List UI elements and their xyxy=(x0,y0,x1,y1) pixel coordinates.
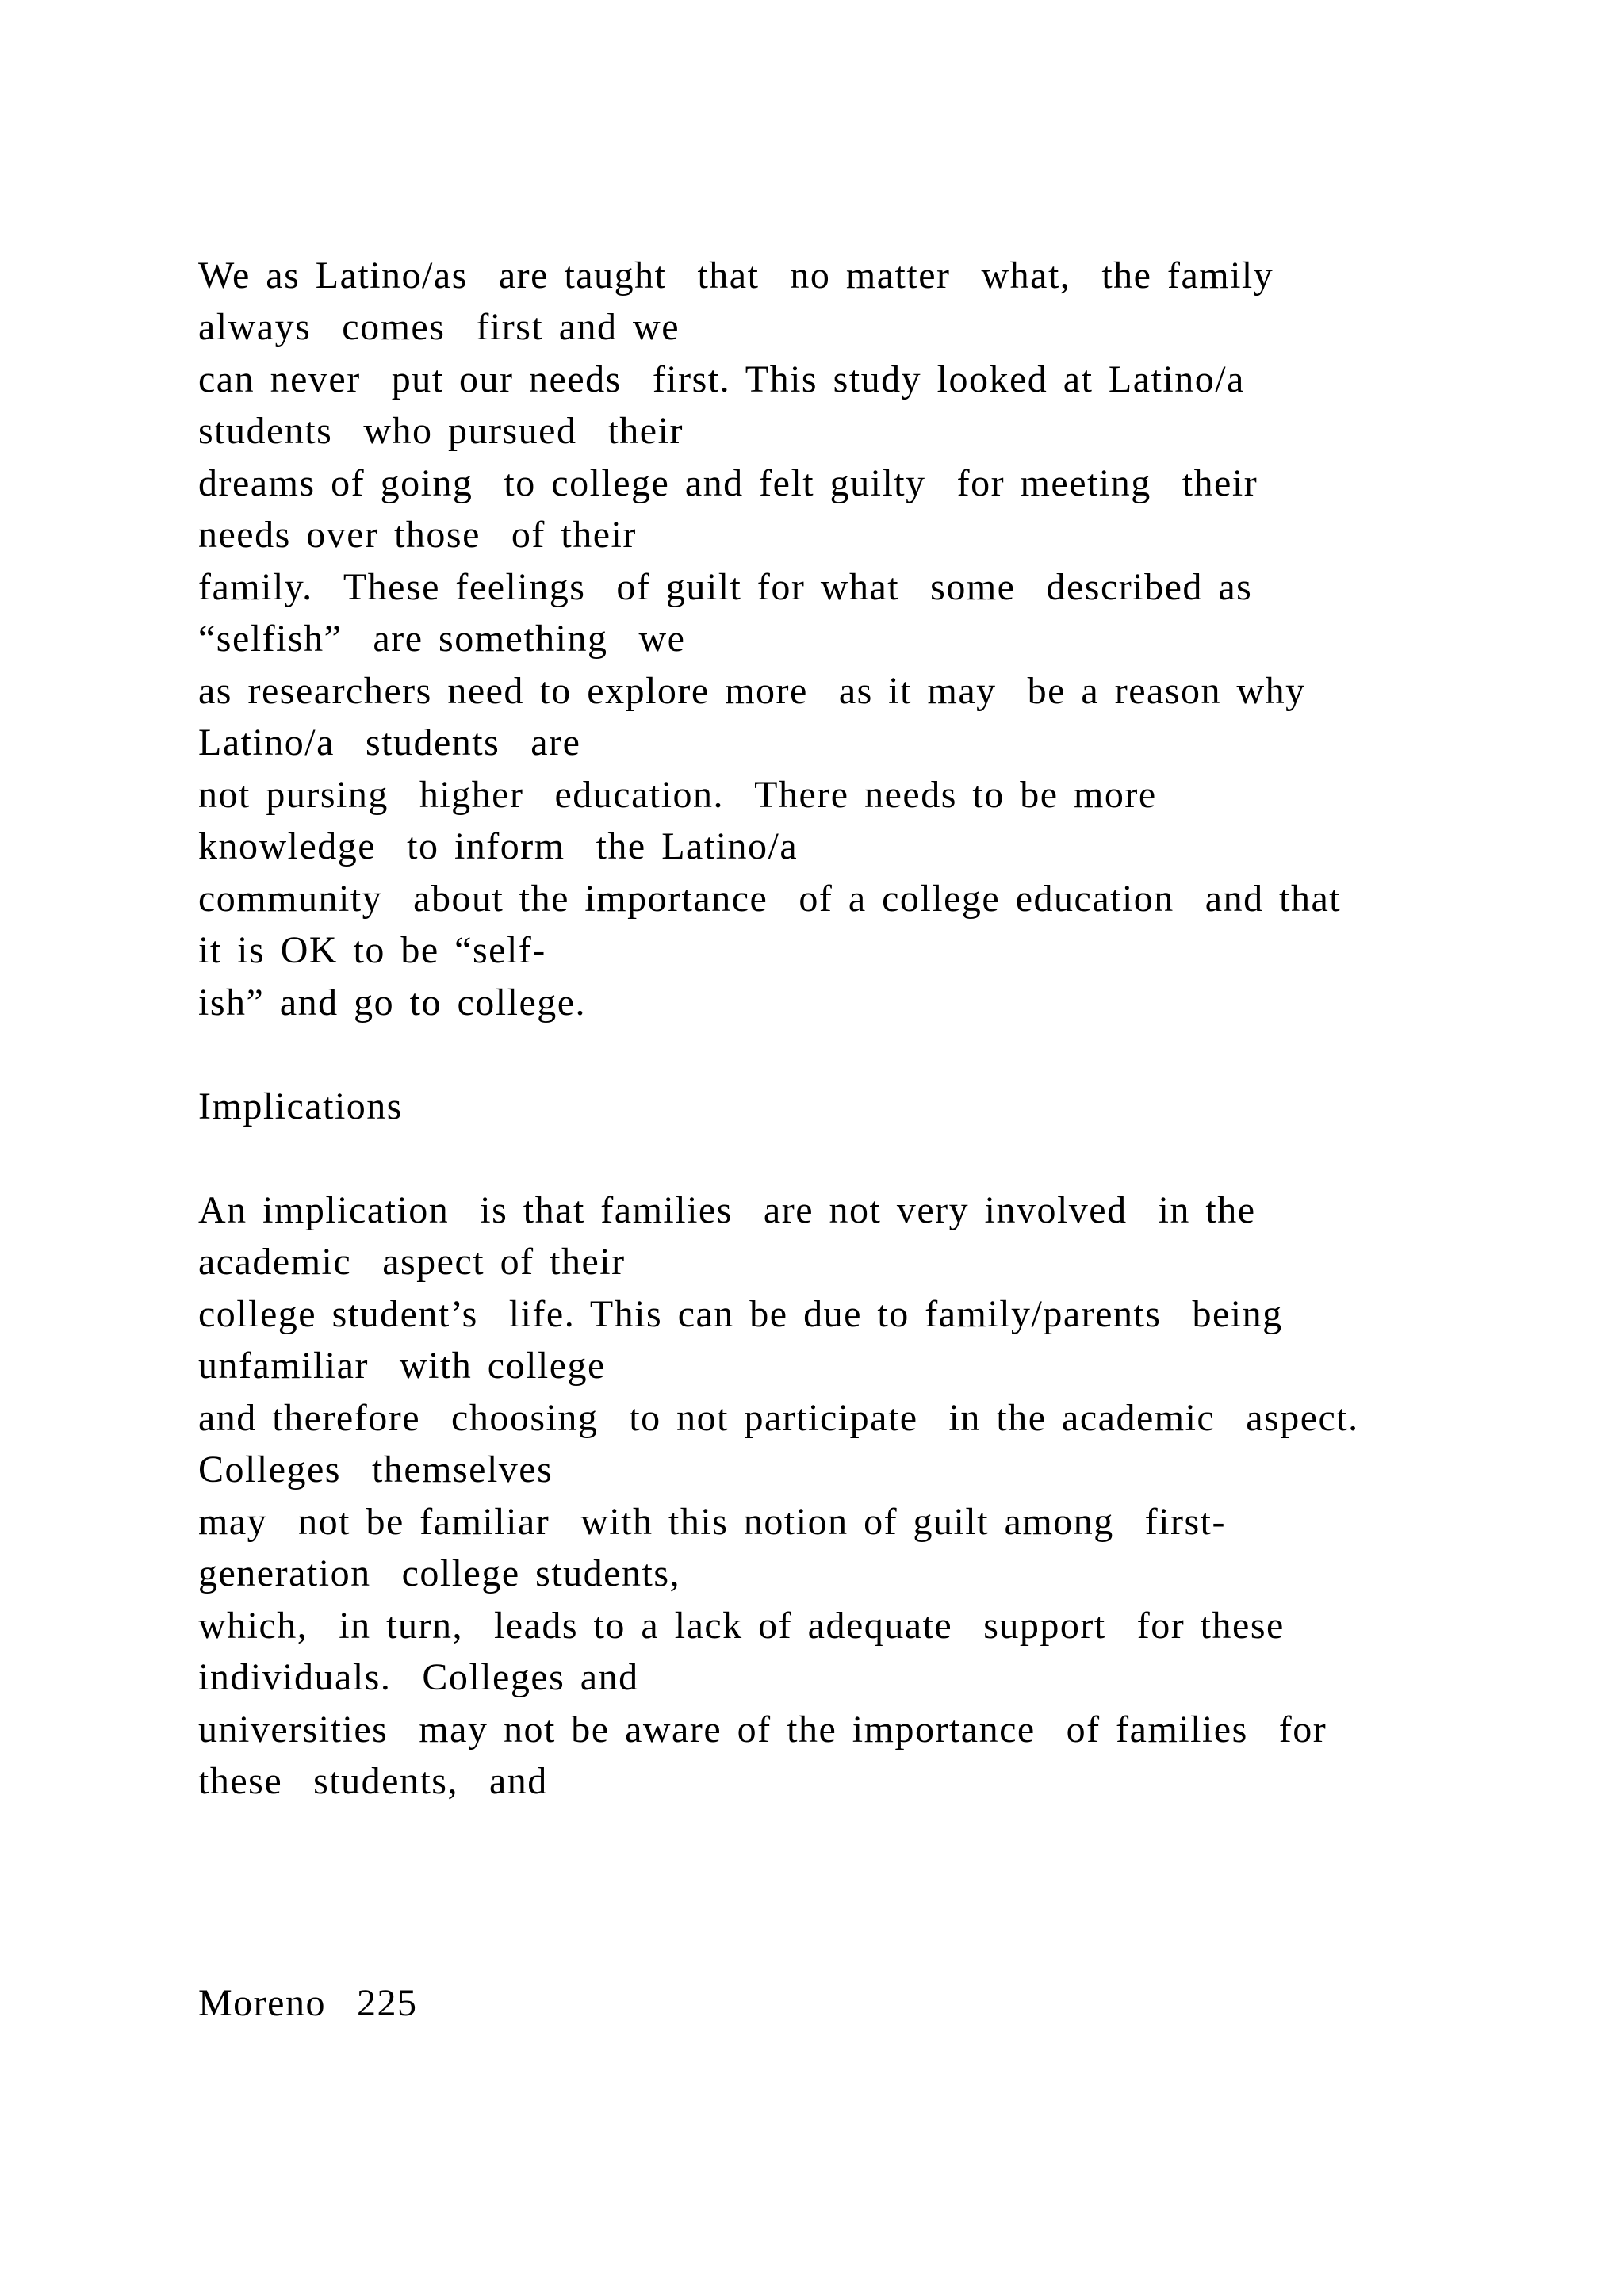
text-line: which, in turn, leads to a lack of adequate support for these xyxy=(198,1605,1285,1647)
text-line: dreams of going to college and felt guilty for meeting their xyxy=(198,462,1258,504)
text-line: these students, and xyxy=(198,1760,548,1802)
text-line: may not be familiar with this notion of guilt among first- xyxy=(198,1501,1226,1543)
text-line: Colleges themselves xyxy=(198,1448,553,1490)
text-line: community about the importance of a college education and that xyxy=(198,878,1342,920)
text-line: generation college students, xyxy=(198,1552,680,1594)
text-line: it is OK to be “self- xyxy=(198,929,546,971)
text-line: needs over those of their xyxy=(198,514,637,556)
text-line: We as Latino/as are taught that no matter what, the family xyxy=(198,254,1274,297)
text-line: always comes first and we xyxy=(198,306,680,348)
text-line: universities may not be aware of the importance of families for xyxy=(198,1709,1327,1751)
text-line: knowledge to inform the Latino/a xyxy=(198,825,799,867)
text-line: not pursing higher education. There needs to be more xyxy=(198,774,1157,816)
text-line: family. These feelings of guilt for what some described as xyxy=(198,566,1253,608)
text-line: individuals. Colleges and xyxy=(198,1656,639,1698)
text-line: as researchers need to explore more as it may be a reason why xyxy=(198,670,1306,712)
text-line: academic aspect of their xyxy=(198,1241,626,1283)
text-line: can never put our needs first. This study looked at Latino/a xyxy=(198,358,1245,400)
page-footer: Moreno 225 xyxy=(198,1982,418,2024)
text-line: and therefore choosing to not participate in the academic aspect. xyxy=(198,1397,1359,1439)
section-heading: Implications xyxy=(198,1085,403,1127)
text-line: Latino/a students are xyxy=(198,721,581,763)
text-line: unfamiliar with college xyxy=(198,1345,606,1387)
text-line: ish” and go to college. xyxy=(198,982,587,1024)
text-line: An implication is that families are not very involved in the xyxy=(198,1189,1256,1231)
text-line: students who pursued their xyxy=(198,410,684,452)
text-line: college student’s life. This can be due to family/parents being xyxy=(198,1293,1283,1335)
text-line: “selfish” are something we xyxy=(198,618,686,660)
